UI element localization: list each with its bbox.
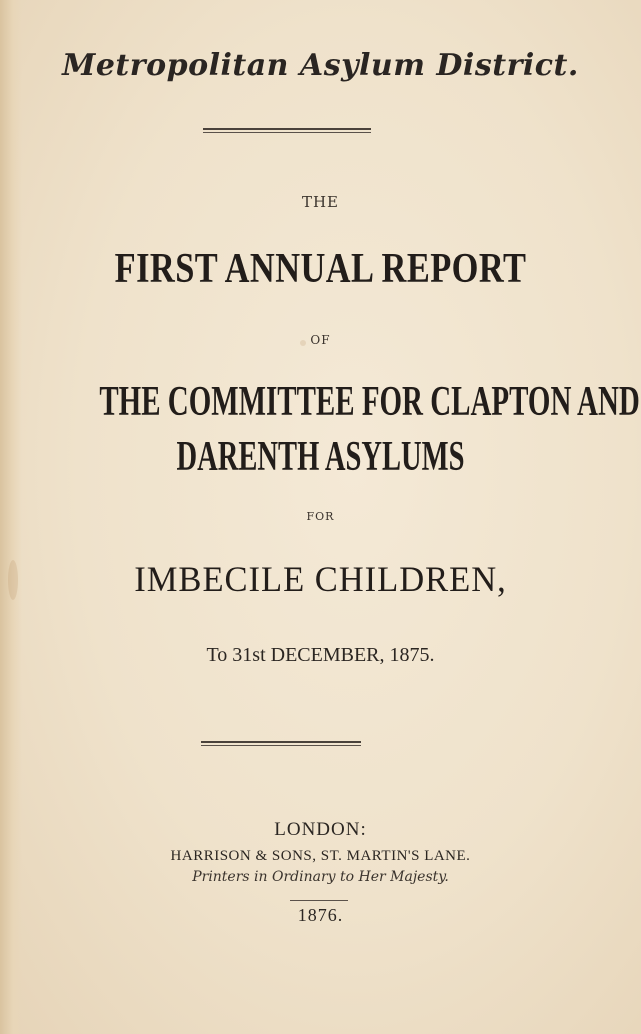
of-label: OF <box>310 333 331 347</box>
the-label: THE <box>301 193 340 211</box>
date-line: To 31st DECEMBER, 1875. <box>206 644 435 666</box>
header-rule <box>203 128 371 130</box>
imprint-printers-note: Printers in Ordinary to Her Majesty. <box>192 869 449 885</box>
committee-line-1: THE COMMITTEE FOR CLAPTON AND <box>99 379 640 425</box>
middle-rule <box>201 741 361 743</box>
for-label: FOR <box>306 510 335 523</box>
imprint-city: LONDON: <box>274 819 367 840</box>
header-rule-thin <box>203 132 371 133</box>
year-rule <box>290 900 348 901</box>
subject-line: IMBECILE CHILDREN, <box>134 559 507 599</box>
imprint-publisher: HARRISON & SONS, ST. MARTIN'S LANE. <box>170 848 471 864</box>
committee-line-2: DARENTH ASYLUMS <box>176 434 465 480</box>
district-heading: Metropolitan Asylum District. <box>62 48 579 83</box>
imprint-year: 1876. <box>297 905 344 925</box>
middle-rule-thin <box>201 745 361 746</box>
report-title: FIRST ANNUAL REPORT <box>114 246 527 292</box>
